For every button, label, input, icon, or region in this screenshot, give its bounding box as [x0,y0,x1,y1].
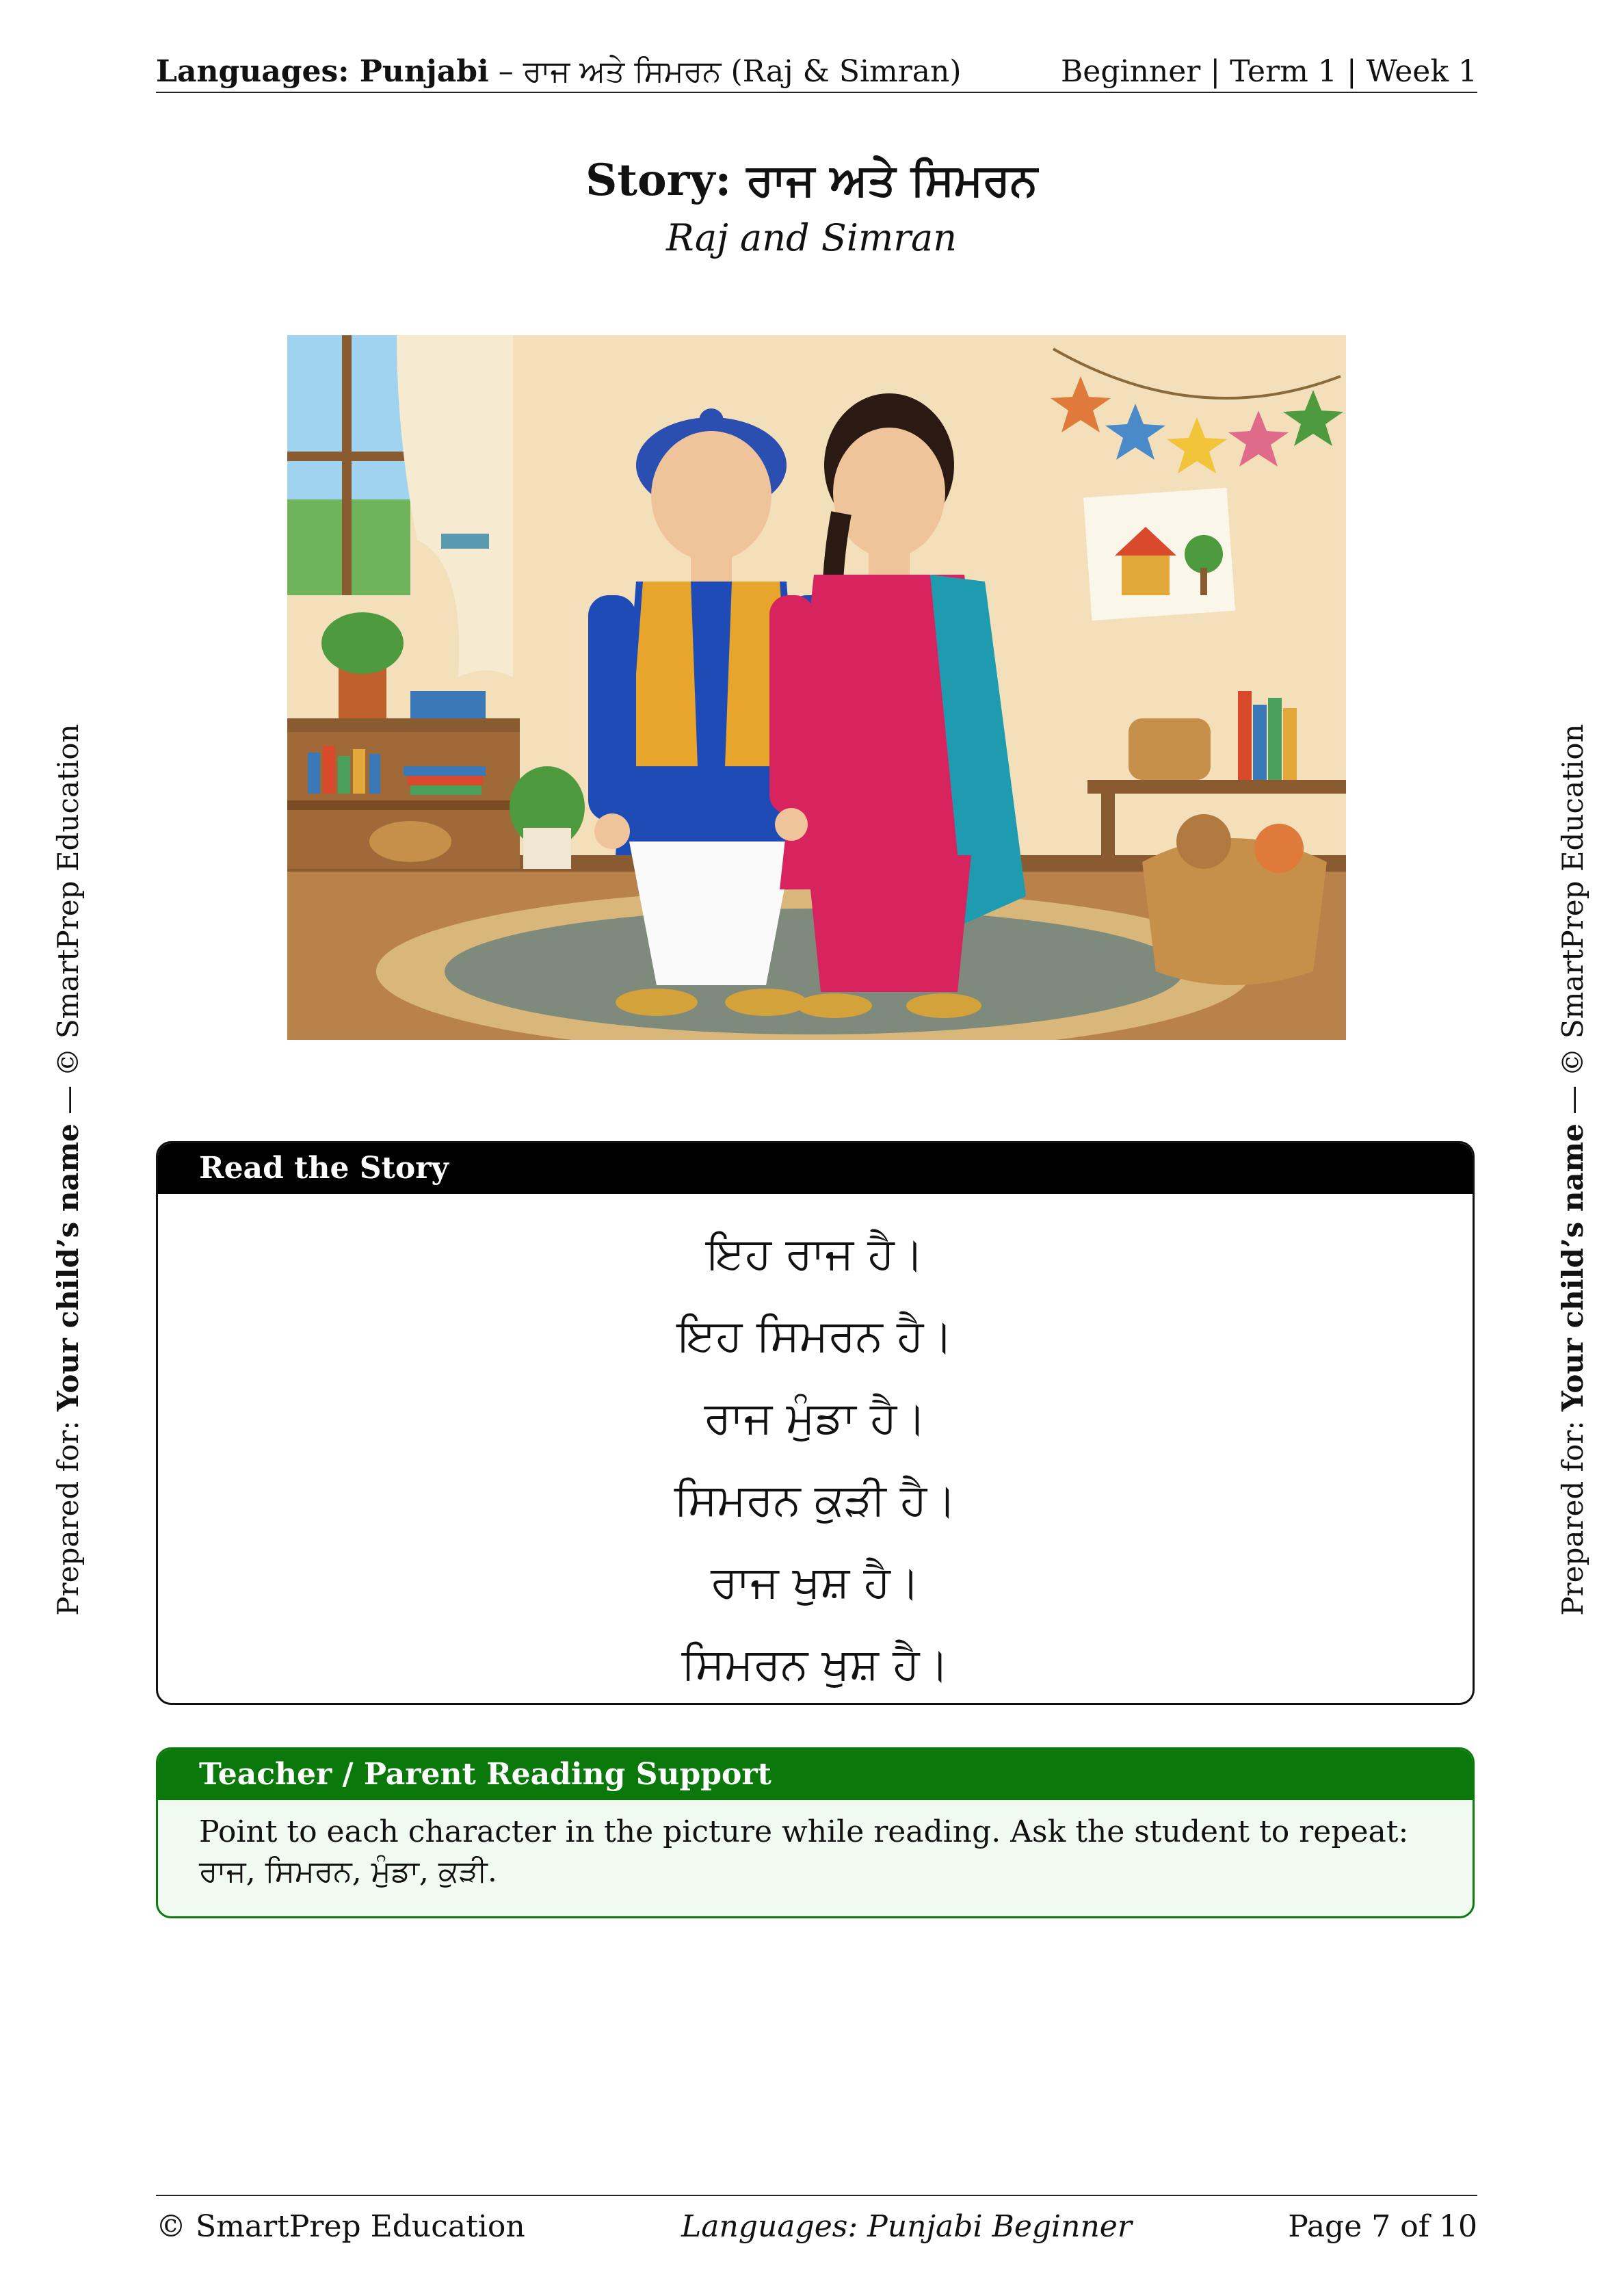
header-story-name: – ਰਾਜ ਅਤੇ ਸਿਮਰਨ (Raj & Simran) [488,54,962,89]
story-heading: Read the Story [158,1143,1473,1194]
reading-support-box [156,1747,1475,1918]
footer-course: Languages: Punjabi Beginner [681,2209,1132,2244]
page-subtitle: Raj and Simran [666,216,957,259]
side-suffix: — © SmartPrep Education [1556,724,1589,1124]
reading-support-text: Point to each character in the picture while reading. Ask the student to repeat: ਰਾਜ, ਸਿਮਰਨ, ਮੁੰਡਾ, ਕੁੜੀ. [199,1814,1409,1889]
header-title [156,54,962,92]
story-line: ਇਹ ਸਿਮਰਨ ਹੈ। [677,1311,953,1361]
side-prefix: Prepared for: [51,1411,85,1616]
reading-support-heading: Teacher / Parent Reading Support [158,1749,1473,1800]
illustration-raj-and-simran [287,335,1346,1040]
page-title: Story: ਰਾਜ ਅਤੇ ਸਿਮਰਨ [585,155,1038,206]
story-line: ਸਿਮਰਨ ਕੁੜੀ ਹੈ। [674,1475,957,1526]
footer-page-number: Page 7 of 10 [1288,2209,1477,2244]
child-name: Your child’s name [51,1123,85,1412]
story-lines [158,1194,1473,1705]
page-footer [156,2195,1477,2244]
title-block [0,153,1623,265]
side-prefix: Prepared for: [1556,1411,1589,1616]
side-label-left [48,691,89,1649]
side-suffix: — © SmartPrep Education [51,724,85,1124]
story-line: ਰਾਜ ਮੁੰਡਾ ਹੈ। [704,1393,927,1444]
story-line: ਰਾਜ ਖੁਸ਼ ਹੈ। [710,1557,921,1608]
page-header [156,45,1477,93]
story-illustration [287,335,1346,1040]
story-line: ਸਿਮਰਨ ਖੁਸ਼ ਹੈ। [681,1639,949,1690]
header-level: Beginner | Term 1 | Week 1 [1060,54,1477,89]
child-name: Your child’s name [1556,1123,1589,1412]
footer-copyright: © SmartPrep Education [156,2209,525,2244]
side-label-right [1553,691,1594,1649]
story-line: ਇਹ ਰਾਜ ਹੈ। [707,1229,924,1279]
story-box [156,1141,1475,1705]
header-subject: Languages: Punjabi [156,54,489,89]
